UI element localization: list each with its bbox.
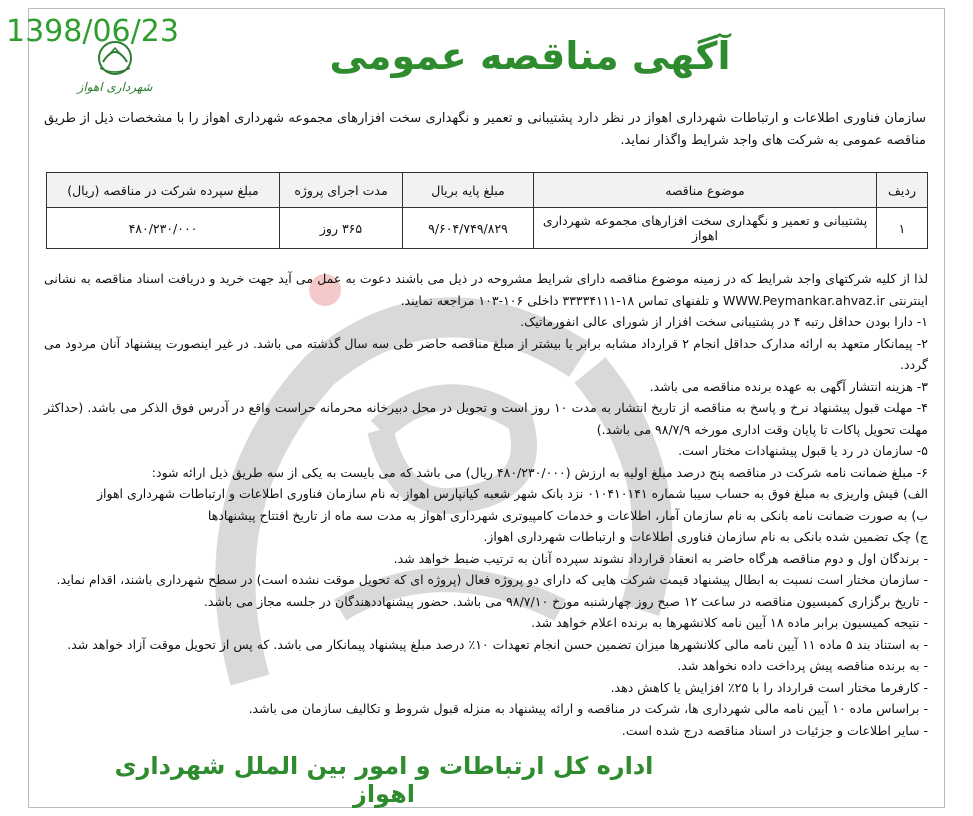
footer-signature: اداره کل ارتباطات و امور بین الملل شهرداری اهواز: [114, 752, 654, 808]
logo-caption: شهرداری اهواز: [77, 80, 153, 94]
condition-item: ۶- مبلغ ضمانت نامه شرکت در مناقصه پنج درصد مبلغ اولیه به ارزش (۴۸۰/۲۳۰/۰۰۰ ریال) می باشد که می بایست به یکی از سه طریق ذیل ارائه شود:: [151, 464, 928, 480]
table-row: [47, 208, 928, 249]
note-item: - تاریخ برگزاری کمیسیون مناقصه در ساعت ۱۲ صبح روز چهارشنبه مورخ ۹۸/۷/۱۰ می باشد. حضور پیشنهاددهندگان در جلسه مجاز می باشد.: [203, 593, 928, 609]
intro-paragraph: سازمان فناوری اطلاعات و ارتباطات شهرداری اهواز در نظر دارد پشتیبانی و تعمیر و نگهداری سخت افزارهای مجموعه شهرداری اهواز را با مشخصات ذیل از طریق مناقصه عمومی به شرکت های واجد شرایط واگذار نماید.: [44, 111, 926, 148]
cell-deposit: ۴۸۰/۲۳۰/۰۰۰: [47, 208, 280, 249]
note-item: - سازمان مختار است نسبت به ابطال پیشنهاد قیمت شرکت هایی که دارای دو پروژه فعال (پروژه ای که تحویل موقت نشده است) در سطح شهرداری باشند، اقدام نماید.: [56, 572, 928, 587]
invitation-paragraph: لذا از کلیه شرکتهای واجد شرایط که در زمینه موضوع مناقصه دارای شرایط مشروحه در ذیل می باشند دعوت به عمل می آید جهت خرید و دریافت اسناد مناقصه به نشانی اینترنتی WWW.Peymankar.ahvaz.ir و تلفنهای تماس ۱۸-۳۳۳۳۴۱۱۱ داخلی ۱۰۶-۱۰۳ مراجعه نمایند.: [44, 271, 928, 308]
page-title: آگهی مناقصه عمومی: [329, 34, 731, 78]
note-item: - براساس ماده ۱۰ آیین نامه مالی شهرداری ها، شرکت در مناقصه و ارائه پیشنهاد به منزله قبول شروط و تکالیف سازمان می باشد.: [248, 701, 928, 716]
note-item: - به استناد بند ۵ ماده ۱۱ آیین نامه مالی کلانشهرها میزان تضمین حسن انجام تعهدات ۱۰٪ درصد مبلغ پیشنهاد پیمانکار می باشد. که پس از تحویل موقت آزاد خواهد شد.: [67, 636, 928, 652]
col-header-row-number: ردیف: [877, 173, 928, 208]
col-header-subject: موضوع مناقصه: [534, 173, 877, 208]
cell-base-amount: ۹/۶۰۴/۷۴۹/۸۲۹: [403, 208, 534, 249]
condition-item: ۴- مهلت قبول پیشنهاد نرخ و پاسخ به مناقصه از تاریخ انتشار به مدت ۱۰ روز است و تحویل در محل دبیرخانه محرمانه حراست واقع در آدرس فوق الذکر می باشد. (حداکثر مهلت تحویل پاکات تا پایان وقت اداری مورخه ۹۸/۷/۹ می باشد.): [44, 400, 928, 437]
col-header-base-amount: مبلغ پایه بریال: [403, 173, 534, 208]
condition-item: ۱- دارا بودن حداقل رتبه ۴ در پشتیبانی سخت افزار از شورای عالی انفورماتیک.: [520, 314, 928, 329]
condition-item: ۵- سازمان در رد یا قبول پیشنهادات مختار است.: [678, 443, 928, 458]
condition-item: ۳- هزینه انتشار آگهی به عهده برنده مناقصه می باشد.: [649, 378, 928, 394]
note-item: - برندگان اول و دوم مناقصه هرگاه حاضر به انعقاد قرارداد نشوند سپرده آنان به ترتیب ضبط خواهد شد.: [393, 550, 928, 566]
note-item: - کارفرما مختار است قرارداد را با ۲۵٪ افزایش یا کاهش دهد.: [610, 679, 928, 695]
guarantee-option: الف) فیش واریزی به مبلغ فوق به حساب سیبا شماره ۰۱۰۴۱۰۱۴۱ نزد بانک شهر شعبه کیانپارس اهواز به نام سازمان فناوری اطلاعات و ارتباطات شهرداری اهواز: [96, 486, 928, 501]
condition-item: ۲- پیمانکار متعهد به ارائه مدارک حداقل انجام ۲ قرارداد مشابه برابر یا بیشتر از مبلغ مناقصه حاضر طی سه سال گذشته می باشد. در غیر اینصورت پیشنهاد آنان مردود می گردد.: [44, 335, 929, 372]
note-item: - نتیجه کمیسیون برابر ماده ۱۸ آیین نامه کلانشهرها به برنده اعلام خواهد شد.: [531, 615, 928, 630]
conditions-body: [44, 268, 928, 741]
note-item: - به برنده مناقصه پیش پرداخت داده نخواهد شد.: [677, 658, 928, 673]
cell-row-number: ۱: [877, 208, 928, 249]
date-stamp: 1398/06/23: [6, 14, 179, 49]
cell-duration: ۳۶۵ روز: [280, 208, 403, 249]
col-header-deposit: مبلغ سپرده شرکت در مناقصه (ریال): [47, 173, 280, 208]
guarantee-option: ب) به صورت ضمانت نامه بانکی به نام سازمان آمار، اطلاعات و خدمات کامپیوتری شهرداری اهواز به مدت سه ماه از تاریخ افتتاح پیشنهادها: [207, 507, 928, 523]
col-header-duration: مدت اجرای پروژه: [280, 173, 403, 208]
note-item: - سایر اطلاعات و جزئیات در اسناد مناقصه درج شده است.: [621, 722, 928, 738]
guarantee-option: ج) چک تضمین شده بانکی به نام سازمان فناوری اطلاعات و ارتباطات شهرداری اهواز.: [483, 529, 928, 544]
cell-subject: پشتیبانی و تعمیر و نگهداری سخت افزارهای مجموعه شهرداری اهواز: [534, 208, 877, 249]
table-header-row: [47, 173, 928, 208]
tender-table: [46, 172, 928, 249]
